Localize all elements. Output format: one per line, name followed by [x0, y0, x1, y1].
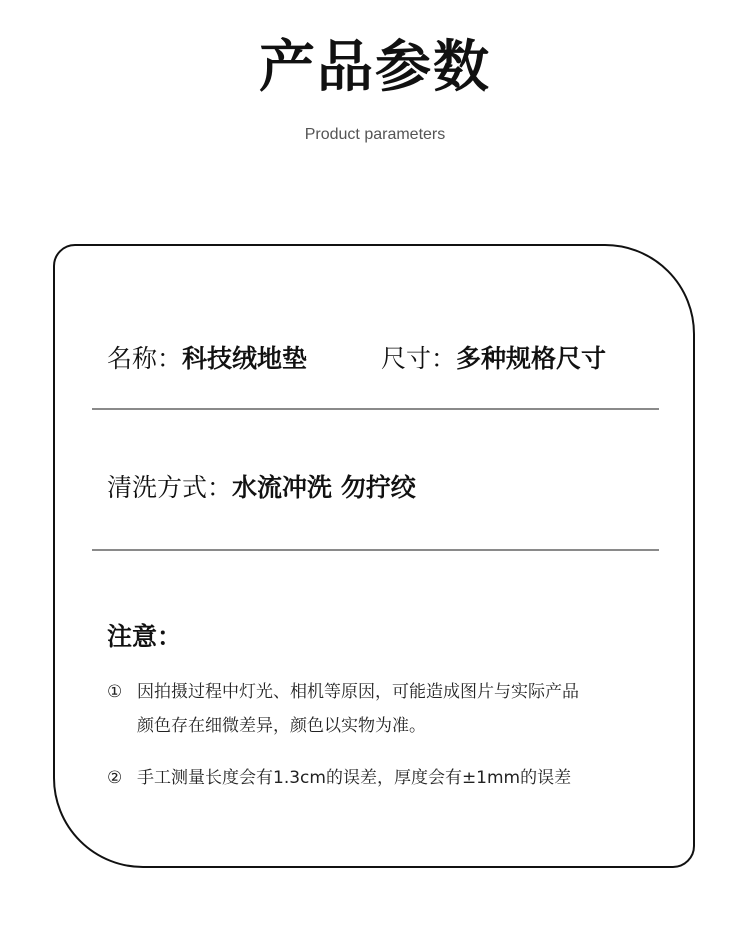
name-value: 科技绒地垫 — [182, 344, 308, 373]
divider — [92, 549, 659, 551]
notice-title: 注意： — [107, 622, 183, 651]
notice-item-text: 手工测量长度会有1.3cm的误差，厚度会有±1mm的误差 — [137, 768, 572, 788]
notice-item-number: ② — [107, 768, 123, 788]
size-block — [381, 346, 606, 371]
wash-label: 清洗方式： — [107, 473, 233, 502]
notice-item — [107, 675, 647, 743]
notice-item — [107, 761, 647, 795]
name-label: 名称： — [107, 344, 183, 373]
wash-value: 水流冲洗 勿拧绞 — [232, 473, 416, 502]
size-label: 尺寸： — [381, 344, 457, 373]
wash-row — [107, 475, 416, 500]
size-value: 多种规格尺寸 — [456, 344, 607, 373]
page-title: 产品参数 — [259, 35, 491, 100]
name-size-row — [107, 344, 607, 373]
divider — [92, 408, 659, 410]
page-subtitle: Product parameters — [304, 126, 446, 143]
notice-item-text: 因拍摄过程中灯光、相机等原因，可能造成图片与实际产品 — [137, 682, 579, 702]
parameters-card — [53, 244, 695, 868]
notice-item-number: ① — [107, 682, 123, 702]
notice-item-text-continued: 颜色存在细微差异，颜色以实物为准。 — [137, 716, 426, 736]
